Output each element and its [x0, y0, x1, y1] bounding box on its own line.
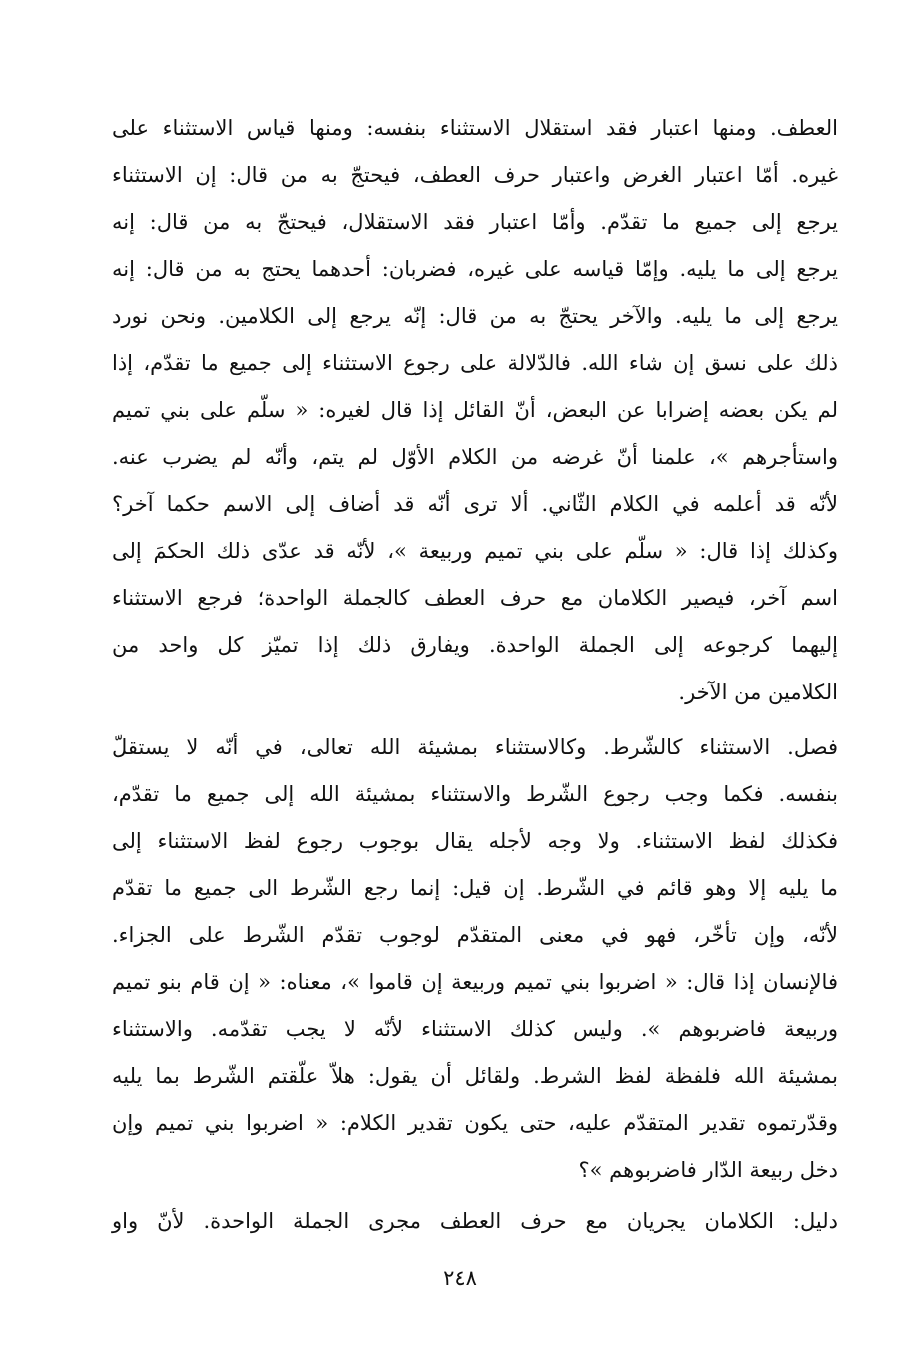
text-line: يرجع إلى جميع ما تقدّم. وأمّا اعتبار فقد الاستقلال، فيحتجّ به من قال: إنه: [112, 210, 838, 234]
text-line: وربيعة فاضربوهم ». وليس كذلك الاستثناء لأنّه لا يجب تقدّمه. والاستثناء: [112, 1017, 838, 1041]
text-line: إليهما كرجوعه إلى الجملة الواحدة. ويفارق ذلك إذا تميّز كل واحد من: [112, 633, 838, 657]
text-line: وكذلك إذا قال: « سلّم على بني تميم وربيعة »، لأنّه قد عدّى ذلك الحكمَ إلى: [112, 539, 838, 563]
text-line: دليل: الكلامان يجريان مع حرف العطف مجرى الجملة الواحدة. لأنّ واو: [112, 1209, 838, 1233]
text-line: بمشيئة الله فلفظة لفظ الشرط. ولقائل أن يقول: هلاّ علّقتم الشّرط بما يليه: [112, 1064, 838, 1088]
text-line: وقدّرتموه تقدير المتقدّم عليه، حتى يكون تقدير الكلام: « اضربوا بني تميم وإن: [112, 1111, 838, 1135]
text-line: العطف. ومنها اعتبار فقد استقلال الاستثناء بنفسه: ومنها قياس الاستثناء على: [112, 116, 838, 140]
text-line: ذلك على نسق إن شاء الله. فالدّلالة على رجوع الاستثناء إلى جميع ما تقدّم، إذا: [112, 351, 838, 375]
text-line: لأنّه، وإن تأخّر، فهو في معنى المتقدّم لوجوب تقدّم الشّرط على الجزاء.: [112, 923, 838, 947]
text-line: فكذلك لفظ الاستثناء. ولا وجه لأجله يقال بوجوب رجوع لفظ الاستثناء إلى: [112, 829, 838, 853]
text-line: فصل. الاستثناء كالشّرط. وكالاستثناء بمشيئة الله تعالى، في أنّه لا يستقلّ: [112, 735, 838, 759]
text-line: دخل ربيعة الدّار فاضربوهم »؟: [578, 1158, 838, 1182]
text-line: يرجع إلى ما يليه. وإمّا قياسه على غيره، فضربان: أحدهما يحتج به من قال: إنه: [112, 257, 838, 281]
text-line: يرجع إلى ما يليه. والآخر يحتجّ به من قال: إنّه يرجع إلى الكلامين. ونحن نورد: [112, 304, 838, 328]
text-line: واستأجرهم »، علمنا أنّ غرضه من الكلام الأوّل لم يتم، وأنّه لم يضرب عنه.: [112, 445, 838, 469]
text-line: لم يكن بعضه إضرابا عن البعض، أنّ القائل إذا قال لغيره: « سلّم على بني تميم: [112, 398, 838, 422]
text-line: غيره. أمّا اعتبار الغرض واعتبار حرف العطف، فيحتجّ به من قال: إن الاستثناء: [112, 163, 838, 187]
text-line: ما يليه إلا وهو قائم في الشّرط. إن قيل: إنما رجع الشّرط الى جميع ما تقدّم: [112, 876, 838, 900]
page-number: ٢٤٨: [443, 1266, 477, 1290]
text-line: اسم آخر، فيصير الكلامان مع حرف العطف كالجملة الواحدة؛ فرجع الاستثناء: [112, 586, 838, 610]
text-line: فالإنسان إذا قال: « اضربوا بني تميم وربيعة إن قاموا »، معناه: « إن قام بنو تميم: [112, 970, 838, 994]
text-line: بنفسه. فكما وجب رجوع الشّرط والاستثناء بمشيئة الله إلى جميع ما تقدّم،: [112, 782, 838, 806]
text-line: الكلامين من الآخر.: [678, 680, 838, 704]
text-line: لأنّه قد أعلمه في الكلام الثّاني. ألا ترى أنّه قد أضاف إلى الاسم حكما آخر؟: [112, 492, 838, 516]
